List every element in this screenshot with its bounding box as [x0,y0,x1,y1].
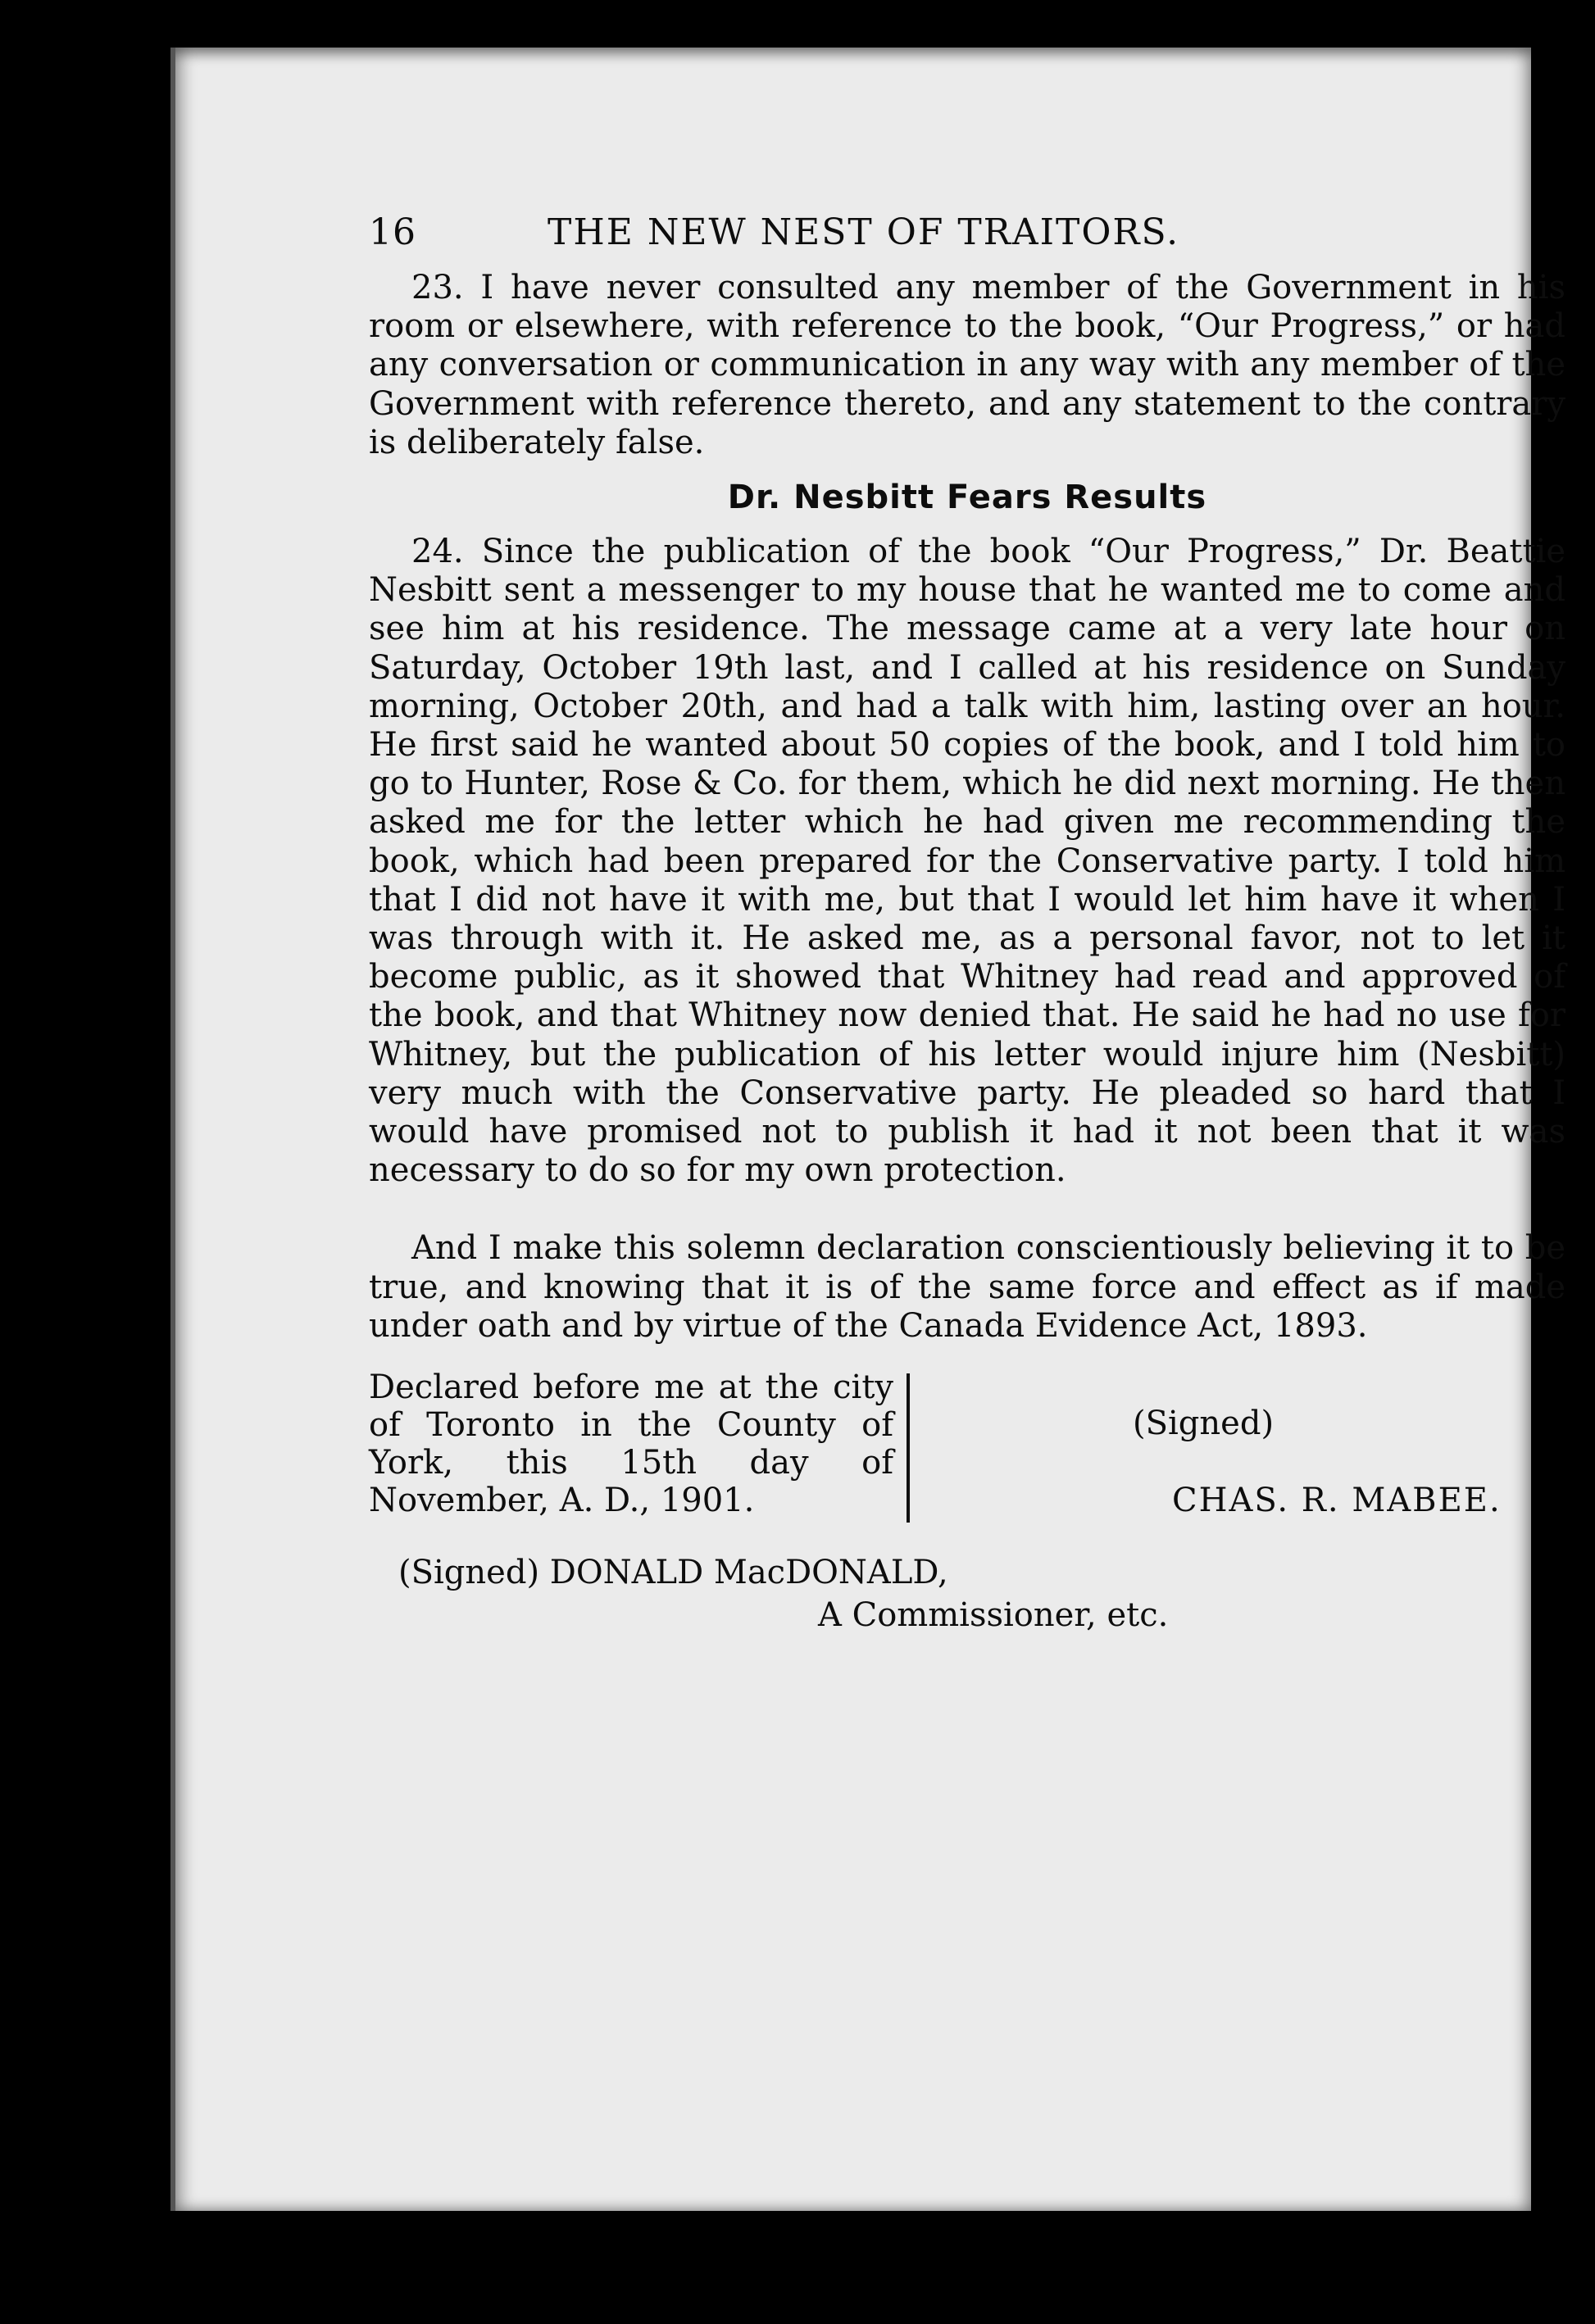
declared-before-text: Declared before me at the city of Toronto in the County of York, this 15th day of November, A. D., 1901. [369,1369,893,1520]
paragraph-24: 24. Since the publication of the book “Our Progress,” Dr. Beattie Nesbitt sent a messenger to my house that he wanted me to come and see him at his residence. The message came at a very late hour on Saturday, October 19th last, and I called at his residence on Sunday morning, October 20th, and had a talk with him, lasting over an hour. He first said he wanted about 50 copies of the book, and I told him to go to Hunter, Rose & Co. for them, which he did next morning. He then asked me for the letter which he had given me recommending the book, which had been prepared for the Conservative party. I told him that I did not have it with me, but that I would let him have it when I was through with it. He asked me, as a personal favor, not to let it become public, as it showed that Whitney had read and approved of the book, and that Whitney now denied that. He said he had no use for Whitney, but the publication of his letter would injure him (Nesbitt) very much with the Conservative party. He pleaded so hard that I would have promised not to publish it had it not been that it was necessary to do so for my own protection. [369,533,1565,1190]
paragraph-23: 23. I have never consulted any member of the Government in his room or elsewhere, with reference to the book, “Our Progress,” or had any conversation or communication in any way with any member of the Government with reference thereto, and any statement to the contrary is deliberately false. [369,269,1565,461]
commissioner-block [369,1554,1565,1644]
book-page [170,48,1565,2211]
signer-name: CHAS. R. MABEE. [1172,1482,1502,1520]
running-title: THE NEW NEST OF TRAITORS. [548,211,1180,253]
page-number: 16 [369,211,416,253]
brace-divider [907,1373,910,1523]
section-subheading: Dr. Nesbitt Fears Results [727,479,1207,517]
page-content [369,211,1565,1644]
signed-label: (Signed) [1133,1405,1275,1443]
signature-block [369,1369,1565,1524]
commissioner-name: (Signed) DONALD MacDONALD, [398,1554,948,1592]
running-header [369,211,1565,269]
solemn-declaration: And I make this solemn declaration conscientiously believing it to be true, and knowing that it is of the same force and effect as if made under oath and by virtue of the Canada Evidence Act, 1893. [369,1229,1565,1345]
commissioner-title: A Commissioner, etc. [818,1596,1169,1635]
